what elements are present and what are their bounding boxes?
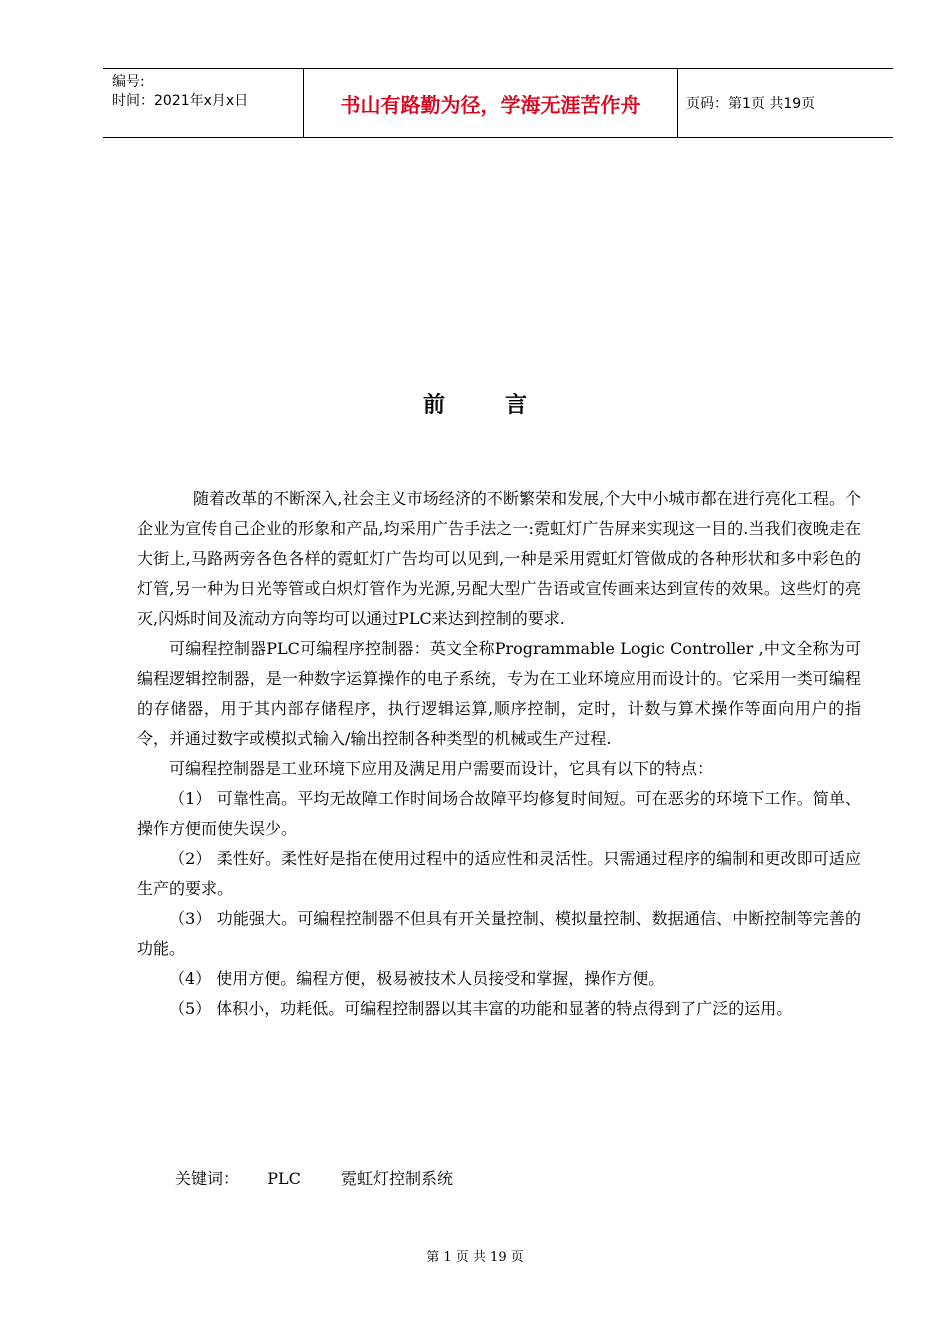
paragraph-features-intro: 可编程控制器是工业环境下应用及满足用户需要而设计，它具有以下的特点： <box>169 759 714 778</box>
feature-item-3: （3） 功能强大。可编程控制器不但具有开关量控制、模拟量控制、数据通信、中断控制等完善的功能。 <box>137 909 861 958</box>
header-table <box>103 68 893 138</box>
feature-item-5: （5） 体积小，功耗低。可编程控制器以其丰富的功能和显著的特点得到了广泛的运用。 <box>169 999 793 1018</box>
keywords-line <box>175 1166 453 1189</box>
paragraph-intro: 随着改革的不断深入,社会主义市场经济的不断繁荣和发展,个大中小城市都在进行亮化工程。个企业为宣传自己企业的形象和产品,均采用广告手法之一:霓虹灯广告屏来实现这一目的.当我们夜晚走在大街上,马路两旁各色各样的霓虹灯广告均可以见到,一种是采用霓虹灯管做成的各种形状和多中彩色的灯管,另一种为日光等管或白炽灯管作为光源,另配大型广告语或宣传画来达到宣传的效果。这些灯的亮灭,闪烁时间及流动方向等均可以通过PLC来达到控制的要求. <box>137 489 861 628</box>
header-left-cell <box>103 69 304 137</box>
header-motto: 书山有路勤为径，学海无涯苦作舟 <box>304 69 678 137</box>
page-footer: 第 1 页 共 19 页 <box>426 1250 524 1265</box>
document-body <box>137 484 861 1024</box>
feature-item-4: （4） 使用方便。编程方便，极易被技术人员接受和掌握，操作方便。 <box>169 969 665 988</box>
feature-item-2: （2） 柔性好。柔性好是指在使用过程中的适应性和灵活性。只需通过程序的编制和更改即可适应生产的要求。 <box>137 849 861 898</box>
number-label: 编号: <box>112 74 145 90</box>
keywords-label: 关键词： <box>175 1169 240 1188</box>
keyword-item: PLC <box>267 1169 301 1188</box>
keyword-item: 霓虹灯控制系统 <box>341 1169 454 1188</box>
feature-item-1: （1） 可靠性高。平均无故障工作时间场合故障平均修复时间短。可在恶劣的环境下工作。简单、操作方便而使失误少。 <box>137 789 861 838</box>
date-line: 时间：2021年x月x日 <box>112 93 249 109</box>
paragraph-plc-definition: 可编程控制器PLC可编程序控制器：英文全称Programmable Logic Controller ,中文全称为可编程逻辑控制器，是一种数字运算操作的电子系统，专为在工业环境应用而设计的。它采用一类可编程的存储器，用于其内部存储程序，执行逻辑运算,顺序控制，定时，计数与算术操作等面向用户的指令，并通过数字或模拟式输入/输出控制各种类型的机械或生产过程. <box>137 639 861 748</box>
header-page-info: 页码：第1页 共19页 <box>686 96 816 112</box>
page-title: 前言 <box>422 393 587 418</box>
